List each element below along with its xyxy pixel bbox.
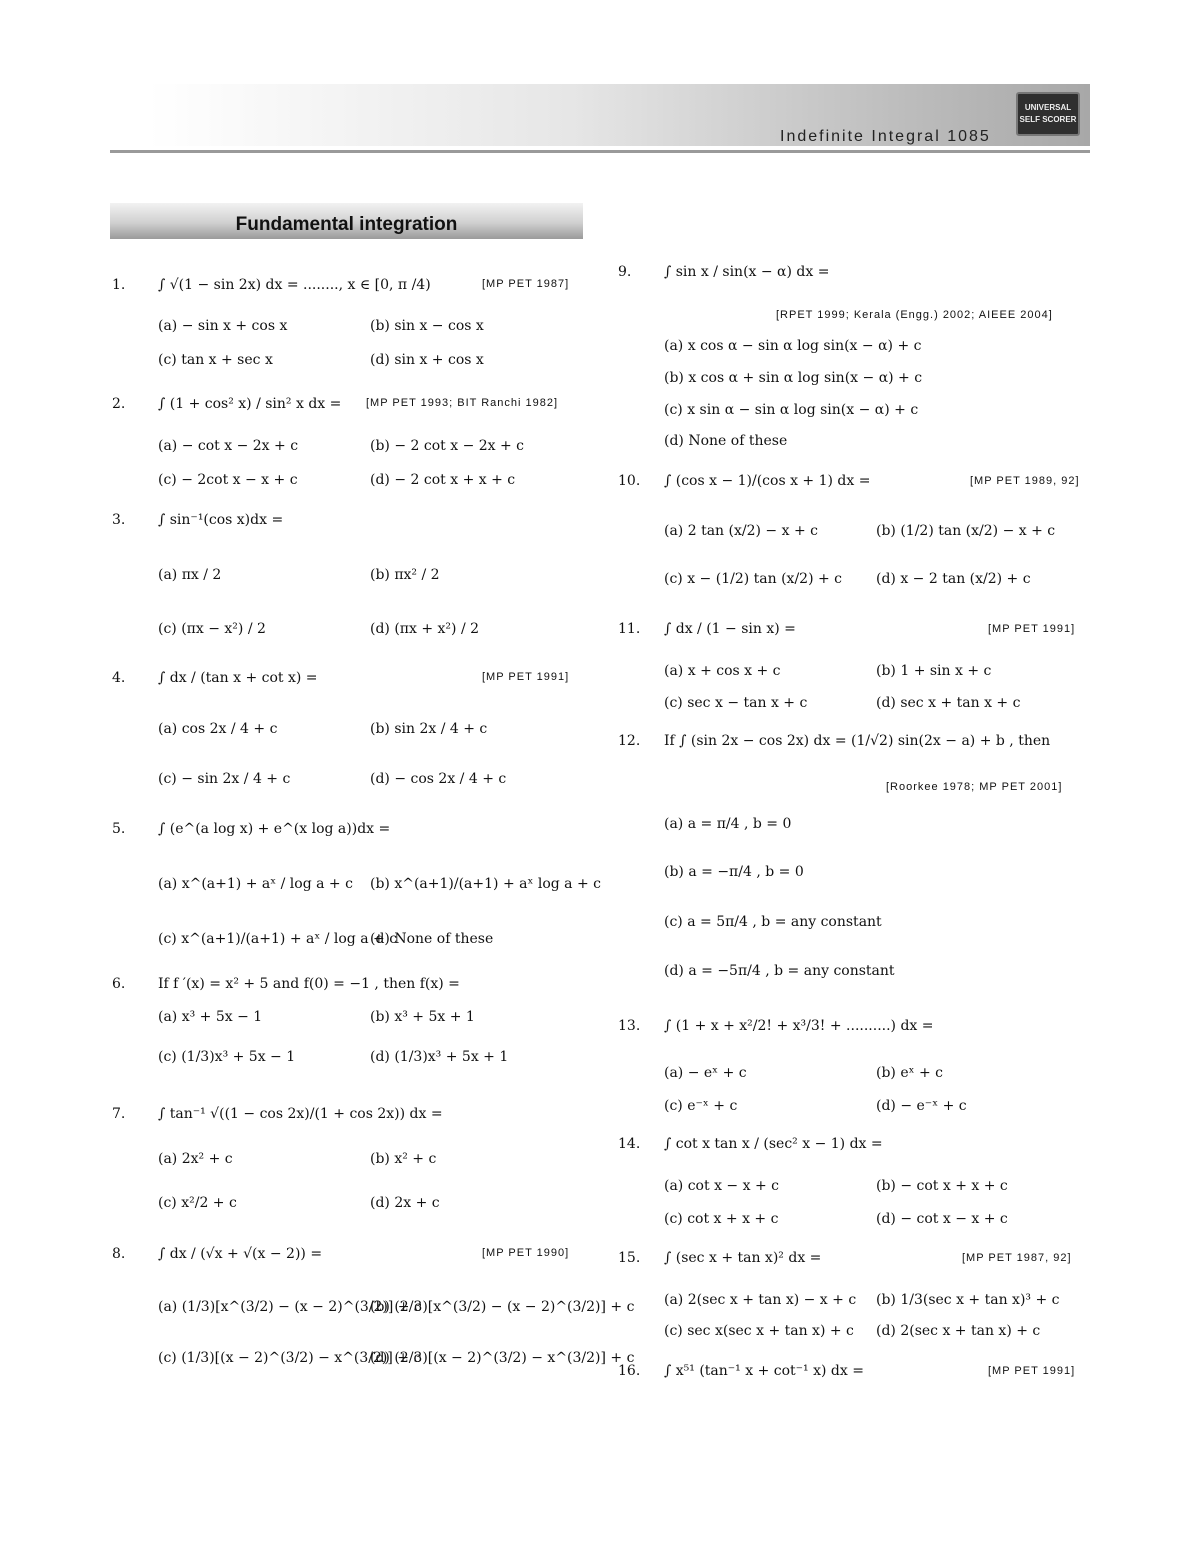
option-b: (b) 1/3(sec x + tan x)³ + c (876, 1292, 1060, 1308)
option-a: (a) cot x − x + c (664, 1178, 779, 1194)
question-number: 1. (112, 277, 126, 293)
option-d: (d) (2/3)[(x − 2)^(3/2) − x^(3/2)] + c (370, 1350, 635, 1366)
option-d: (d) 2(sec x + tan x) + c (876, 1323, 1041, 1339)
option-d: (d) (πx + x²) / 2 (370, 621, 480, 637)
option-d: (d) − cos 2x / 4 + c (370, 771, 507, 787)
question-number: 13. (618, 1018, 641, 1034)
question-stem: ∫ dx / (√x + √(x − 2)) = (158, 1246, 323, 1262)
option-c: (c) x − (1/2) tan (x/2) + c (664, 571, 843, 587)
option-a: (a) x^(a+1) + aˣ / log a + c (158, 876, 353, 892)
question-number: 5. (112, 821, 126, 837)
option-b: (b) sin x − cos x (370, 318, 484, 334)
question-source: [MP PET 1991] (988, 1365, 1076, 1377)
option-d: (d) − 2 cot x + x + c (370, 472, 516, 488)
section-title: Fundamental integration (235, 214, 458, 235)
option-a: (a) x cos α − sin α log sin(x − α) + c (664, 338, 922, 354)
option-b: (b) sin 2x / 4 + c (370, 721, 488, 737)
option-d: (d) 2x + c (370, 1195, 440, 1211)
option-d: (d) (1/3)x³ + 5x + 1 (370, 1049, 509, 1065)
option-c: (c) sec x − tan x + c (664, 695, 808, 711)
option-c: (c) a = 5π/4 , b = any constant (664, 914, 882, 930)
option-c: (c) cot x + x + c (664, 1211, 779, 1227)
option-b: (b) x^(a+1)/(a+1) + aˣ log a + c (370, 876, 601, 892)
option-c: (c) x sin α − sin α log sin(x − α) + c (664, 402, 919, 418)
question-source: [MP PET 1989, 92] (970, 475, 1080, 487)
option-d: (d) None of these (664, 433, 788, 449)
question-number: 2. (112, 396, 126, 412)
question-number: 14. (618, 1136, 641, 1152)
option-d: (d) sec x + tan x + c (876, 695, 1021, 711)
question-source: [MP PET 1987] (482, 278, 570, 290)
option-c: (c) − 2cot x − x + c (158, 472, 298, 488)
option-d: (d) sin x + cos x (370, 352, 484, 368)
option-c: (c) (1/3)[(x − 2)^(3/2) − x^(3/2)] + c (158, 1350, 422, 1366)
question-source: [MP PET 1991] (482, 671, 570, 683)
option-a: (a) 2 tan (x/2) − x + c (664, 523, 818, 539)
publisher-logo: UNIVERSAL SELF SCORER (1016, 92, 1080, 136)
question-number: 16. (618, 1363, 641, 1379)
question-number: 11. (618, 621, 641, 637)
option-b: (b) x cos α + sin α log sin(x − α) + c (664, 370, 923, 386)
question-number: 3. (112, 512, 126, 528)
question-number: 9. (618, 264, 632, 280)
question-stem: ∫ dx / (tan x + cot x) = (158, 670, 318, 686)
option-d: (d) x − 2 tan (x/2) + c (876, 571, 1031, 587)
option-b: (b) x² + c (370, 1151, 437, 1167)
question-stem: ∫ cot x tan x / (sec² x − 1) dx = (664, 1136, 883, 1152)
option-b: (b) − cot x + x + c (876, 1178, 1008, 1194)
question-source: [MP PET 1993; BIT Ranchi 1982] (366, 397, 559, 409)
question-number: 4. (112, 670, 126, 686)
option-c: (c) x²/2 + c (158, 1195, 237, 1211)
question-number: 10. (618, 473, 641, 489)
question-stem: ∫ (1 + x + x²/2! + x³/3! + ..........) dx = (664, 1018, 934, 1034)
question-stem: ∫ tan⁻¹ √((1 − cos 2x)/(1 + cos 2x)) dx = (158, 1106, 443, 1122)
question-number: 6. (112, 976, 126, 992)
option-c: (c) tan x + sec x (158, 352, 273, 368)
question-source: [RPET 1999; Kerala (Engg.) 2002; AIEEE 2004] (776, 309, 1053, 321)
question-stem: ∫ sin⁻¹(cos x)dx = (158, 512, 284, 528)
option-a: (a) cos 2x / 4 + c (158, 721, 278, 737)
question-stem: ∫ dx / (1 − sin x) = (664, 621, 796, 637)
option-b: (b) − 2 cot x − 2x + c (370, 438, 525, 454)
option-b: (b) (2/3)[x^(3/2) − (x − 2)^(3/2)] + c (370, 1299, 635, 1315)
question-stem: ∫ x⁵¹ (tan⁻¹ x + cot⁻¹ x) dx = (664, 1363, 864, 1379)
option-b: (b) x³ + 5x + 1 (370, 1009, 475, 1025)
option-a: (a) a = π/4 , b = 0 (664, 816, 792, 832)
option-d: (d) a = −5π/4 , b = any constant (664, 963, 895, 979)
option-b: (b) a = −π/4 , b = 0 (664, 864, 804, 880)
question-source: [MP PET 1990] (482, 1247, 570, 1259)
question-number: 15. (618, 1250, 641, 1266)
page-header-title: Indefinite Integral 1085 (780, 128, 991, 145)
question-source: [MP PET 1987, 92] (962, 1252, 1072, 1264)
question-stem: If f ′(x) = x² + 5 and f(0) = −1 , then f(x) = (158, 976, 460, 992)
question-stem: ∫ (1 + cos² x) / sin² x dx = (158, 396, 342, 412)
option-c: (c) e⁻ˣ + c (664, 1098, 738, 1114)
option-a: (a) − eˣ + c (664, 1065, 747, 1081)
option-b: (b) 1 + sin x + c (876, 663, 992, 679)
option-a: (a) 2x² + c (158, 1151, 233, 1167)
question-stem: ∫ sin x / sin(x − α) dx = (664, 264, 830, 280)
question-stem: ∫ (e^(a log x) + e^(x log a))dx = (158, 821, 391, 837)
option-a: (a) x³ + 5x − 1 (158, 1009, 263, 1025)
option-b: (b) eˣ + c (876, 1065, 944, 1081)
option-d: (d) None of these (370, 931, 494, 947)
option-a: (a) (1/3)[x^(3/2) − (x − 2)^(3/2)] + c (158, 1299, 422, 1315)
option-b: (b) πx² / 2 (370, 567, 440, 583)
header-rule (110, 150, 1090, 153)
option-c: (c) sec x(sec x + tan x) + c (664, 1323, 854, 1339)
option-a: (a) πx / 2 (158, 567, 222, 583)
option-c: (c) (1/3)x³ + 5x − 1 (158, 1049, 296, 1065)
option-d: (d) − cot x − x + c (876, 1211, 1008, 1227)
option-a: (a) − cot x − 2x + c (158, 438, 299, 454)
question-stem: If ∫ (sin 2x − cos 2x) dx = (1/√2) sin(2x − a) + b , then (664, 733, 1051, 749)
question-stem: ∫ √(1 − sin 2x) dx = ........, x ∈ [0, π /4) (158, 277, 431, 293)
question-source: [Roorkee 1978; MP PET 2001] (886, 781, 1063, 793)
option-b: (b) (1/2) tan (x/2) − x + c (876, 523, 1056, 539)
option-c: (c) x^(a+1)/(a+1) + aˣ / log a + c (158, 931, 398, 947)
option-a: (a) x + cos x + c (664, 663, 781, 679)
option-a: (a) 2(sec x + tan x) − x + c (664, 1292, 857, 1308)
option-c: (c) − sin 2x / 4 + c (158, 771, 291, 787)
question-number: 12. (618, 733, 641, 749)
question-stem: ∫ (sec x + tan x)² dx = (664, 1250, 822, 1266)
option-c: (c) (πx − x²) / 2 (158, 621, 266, 637)
question-number: 7. (112, 1106, 126, 1122)
option-d: (d) − e⁻ˣ + c (876, 1098, 967, 1114)
option-a: (a) − sin x + cos x (158, 318, 288, 334)
question-source: [MP PET 1991] (988, 623, 1076, 635)
question-stem: ∫ (cos x − 1)/(cos x + 1) dx = (664, 473, 871, 489)
section-heading (110, 203, 583, 239)
question-number: 8. (112, 1246, 126, 1262)
